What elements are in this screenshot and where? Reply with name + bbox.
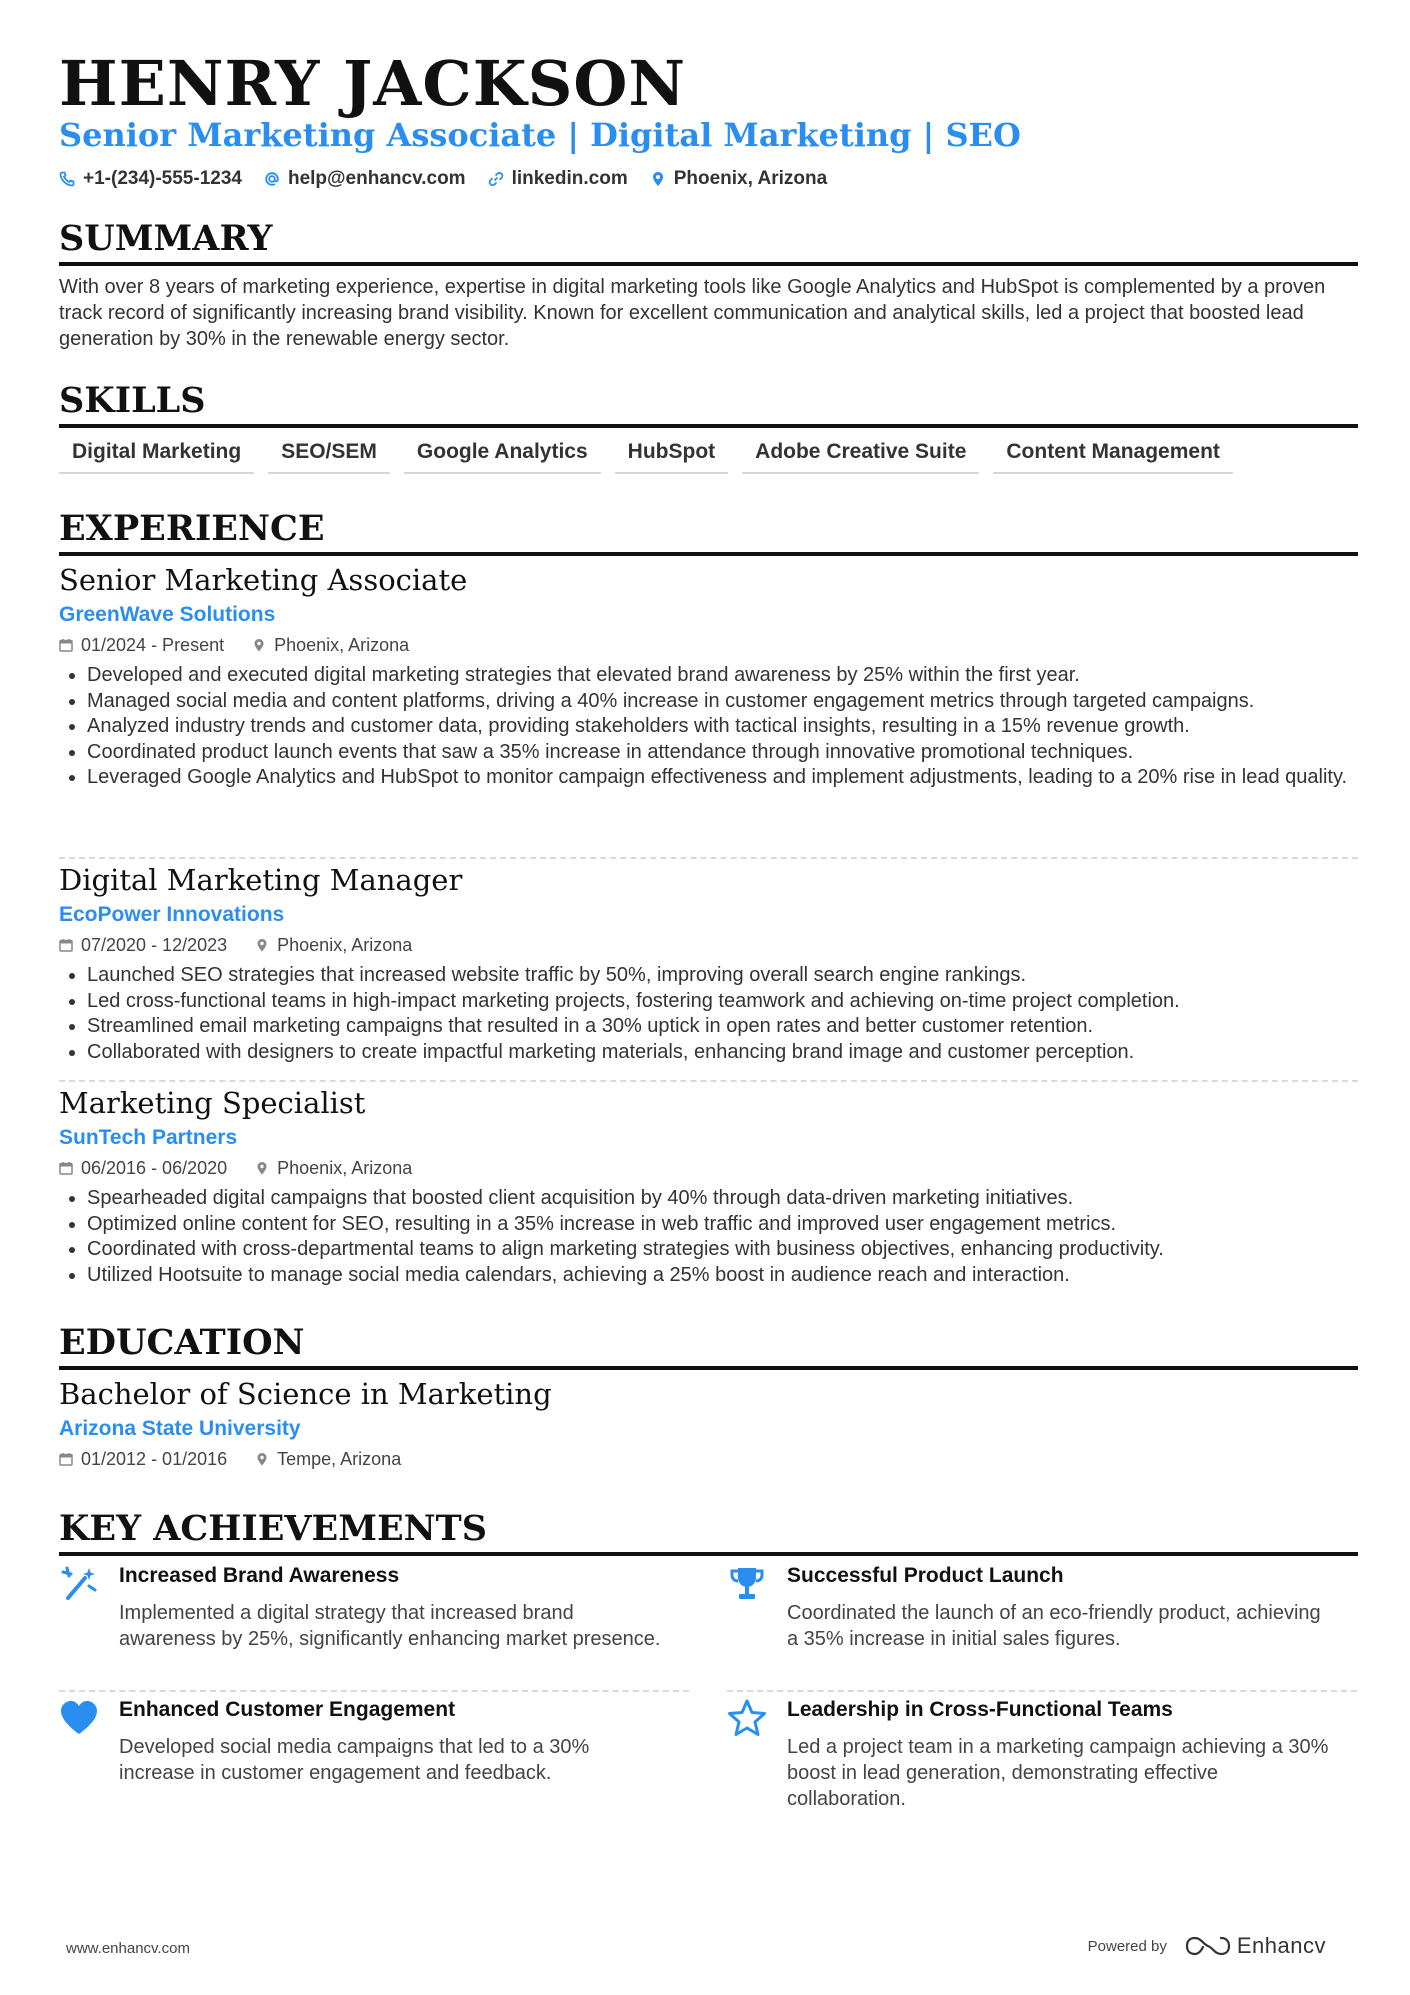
enhancv-logo-icon: [1185, 1934, 1231, 1958]
skill-tag: Digital Marketing: [59, 440, 254, 474]
trophy-icon: [727, 1564, 767, 1604]
skill-tag: HubSpot: [615, 440, 728, 474]
bullet-item: • Analyzed industry trends and customer data, providing stakeholders with tactical insights, resulting in a 15% revenue growth.: [87, 714, 1358, 740]
job-title: Marketing Specialist: [59, 1086, 366, 1120]
bullet-item: • Optimized online content for SEO, resulting in a 35% increase in web traffic and improved user engagement metrics.: [87, 1212, 1358, 1238]
bullet-item: • Developed and executed digital marketing strategies that elevated brand awareness by 25% within the first year.: [87, 663, 1358, 689]
contact-location-text: Phoenix, Arizona: [673, 168, 828, 189]
bullet-item: • Managed social media and content platforms, driving a 40% increase in customer engagement metrics through targeted campaigns.: [87, 689, 1358, 715]
bullet-item: • Spearheaded digital campaigns that boosted client acquisition by 40% through data-driven marketing initiatives.: [87, 1186, 1358, 1212]
link-icon: [488, 171, 504, 187]
calendar-icon: [59, 1161, 73, 1175]
contact-bar: [59, 168, 827, 190]
job-meta: [59, 633, 1358, 657]
job-bullets: [59, 1186, 1358, 1288]
job-title: Digital Marketing Manager: [59, 863, 463, 897]
calendar-icon: [59, 638, 73, 652]
powered-by-label: Powered by: [1087, 1937, 1167, 1955]
calendar-icon: [59, 938, 73, 952]
job-meta: [59, 933, 1358, 957]
job-bullets: [59, 963, 1358, 1065]
achievement-desc: Coordinated the launch of an eco-friendly product, achieving a 35% increase in initial sales figures.: [787, 1602, 1321, 1650]
skill-tag: Content Management: [993, 440, 1233, 474]
at-icon: [264, 171, 280, 187]
summary-text: With over 8 years of marketing experience, expertise in digital marketing tools like Google Analytics and HubSpot is complemented by a proven track record of significantly increasing brand visibility. Known for excellent communication and analytical skills, led a project that boosted lead generation by 30% in the renewable energy sector.: [59, 276, 1326, 350]
bullet-item: • Streamlined email marketing campaigns that resulted in a 30% uptick in open rates and better customer retention.: [87, 1014, 1358, 1040]
bullet-item: • Coordinated product launch events that saw a 35% increase in attendance through innovative promotional techniques.: [87, 740, 1358, 766]
achievement-title: Successful Product Launch: [787, 1564, 1064, 1587]
bullet-item: • Collaborated with designers to create impactful marketing materials, enhancing brand image and customer perception.: [87, 1040, 1358, 1066]
footer-website[interactable]: www.enhancv.com: [66, 1940, 190, 1957]
experience-entry: [59, 562, 1358, 791]
education-entry: [59, 1376, 1358, 1471]
education-meta: [59, 1447, 1358, 1471]
job-meta: [59, 1156, 1358, 1180]
contact-location: [650, 168, 827, 190]
bullet-item: • Led cross-functional teams in high-impact marketing projects, fostering teamwork and achieving on-time project completion.: [87, 989, 1358, 1015]
company-name[interactable]: GreenWave Solutions: [59, 603, 276, 626]
contact-phone[interactable]: [59, 168, 242, 190]
location-pin-icon: [650, 171, 666, 187]
education-location: Tempe, Arizona: [277, 1449, 402, 1469]
job-dates: 06/2016 - 06/2020: [81, 1158, 228, 1178]
calendar-icon: [59, 1452, 73, 1466]
experience-entry: [59, 1085, 1358, 1288]
education-heading: EDUCATION: [59, 1322, 1358, 1370]
enhancv-logo[interactable]: [1185, 1933, 1326, 1959]
footer-branding: [1088, 1933, 1326, 1959]
company-name[interactable]: EcoPower Innovations: [59, 903, 285, 926]
magic-wand-icon: [59, 1564, 99, 1604]
contact-phone-text: +1-(234)-555-1234: [83, 168, 242, 189]
location-pin-icon: [255, 1161, 269, 1175]
contact-linkedin[interactable]: [488, 168, 628, 190]
entry-divider: [59, 1080, 1358, 1082]
experience-entry: [59, 862, 1358, 1065]
candidate-name: HENRY JACKSON: [59, 47, 687, 120]
location-pin-icon: [252, 638, 266, 652]
experience-heading: EXPERIENCE: [59, 508, 1358, 556]
achievement-desc: Developed social media campaigns that led to a 30% increase in customer engagement and feedback.: [119, 1736, 590, 1784]
school-name[interactable]: Arizona State University: [59, 1417, 301, 1440]
contact-linkedin-text: linkedin.com: [511, 168, 628, 189]
education-dates: 01/2012 - 01/2016: [81, 1449, 228, 1469]
job-bullets: [59, 663, 1358, 791]
summary-heading: SUMMARY: [59, 218, 1358, 266]
skills-list: [59, 440, 1233, 474]
job-title: Senior Marketing Associate: [59, 563, 468, 597]
enhancv-brand-text: Enhancv: [1236, 1933, 1326, 1958]
degree-title: Bachelor of Science in Marketing: [59, 1377, 552, 1411]
achievements-heading: KEY ACHIEVEMENTS: [59, 1508, 1358, 1556]
achievement-divider: [727, 1690, 1357, 1692]
achievement-divider: [59, 1690, 689, 1692]
location-pin-icon: [255, 938, 269, 952]
achievement-title: Increased Brand Awareness: [119, 1564, 400, 1587]
skills-heading: SKILLS: [59, 380, 1358, 428]
bullet-item: • Coordinated with cross-departmental teams to align marketing strategies with business objectives, enhancing productivity.: [87, 1237, 1358, 1263]
achievement-desc: Implemented a digital strategy that increased brand awareness by 25%, significantly enhancing market presence.: [119, 1602, 661, 1650]
bullet-item: • Launched SEO strategies that increased website traffic by 50%, improving overall search engine rankings.: [87, 963, 1358, 989]
location-pin-icon: [255, 1452, 269, 1466]
job-dates: 07/2020 - 12/2023: [81, 935, 228, 955]
skill-tag: Adobe Creative Suite: [742, 440, 979, 474]
job-dates: 01/2024 - Present: [81, 635, 225, 655]
candidate-headline: Senior Marketing Associate | Digital Marketing | SEO: [59, 116, 1021, 154]
star-icon: [727, 1698, 767, 1738]
company-name[interactable]: SunTech Partners: [59, 1126, 238, 1149]
contact-email[interactable]: [264, 168, 466, 190]
contact-email-text: help@enhancv.com: [287, 168, 466, 189]
achievement-title: Leadership in Cross-Functional Teams: [787, 1698, 1173, 1721]
achievement-title: Enhanced Customer Engagement: [119, 1698, 456, 1721]
job-location: Phoenix, Arizona: [274, 635, 410, 655]
skill-tag: Google Analytics: [404, 440, 601, 474]
phone-icon: [59, 171, 75, 187]
entry-divider: [59, 857, 1358, 859]
job-location: Phoenix, Arizona: [277, 1158, 413, 1178]
bullet-item: • Leveraged Google Analytics and HubSpot to monitor campaign effectiveness and implement adjustments, leading to a 20% rise in lead quality.: [87, 765, 1358, 791]
job-location: Phoenix, Arizona: [277, 935, 413, 955]
heart-icon: [59, 1698, 99, 1738]
achievement-desc: Led a project team in a marketing campaign achieving a 30% boost in lead generation, demonstrating effective collaboration.: [787, 1736, 1329, 1810]
bullet-item: • Utilized Hootsuite to manage social media calendars, achieving a 25% boost in audience reach and interaction.: [87, 1263, 1358, 1289]
skill-tag: SEO/SEM: [268, 440, 390, 474]
